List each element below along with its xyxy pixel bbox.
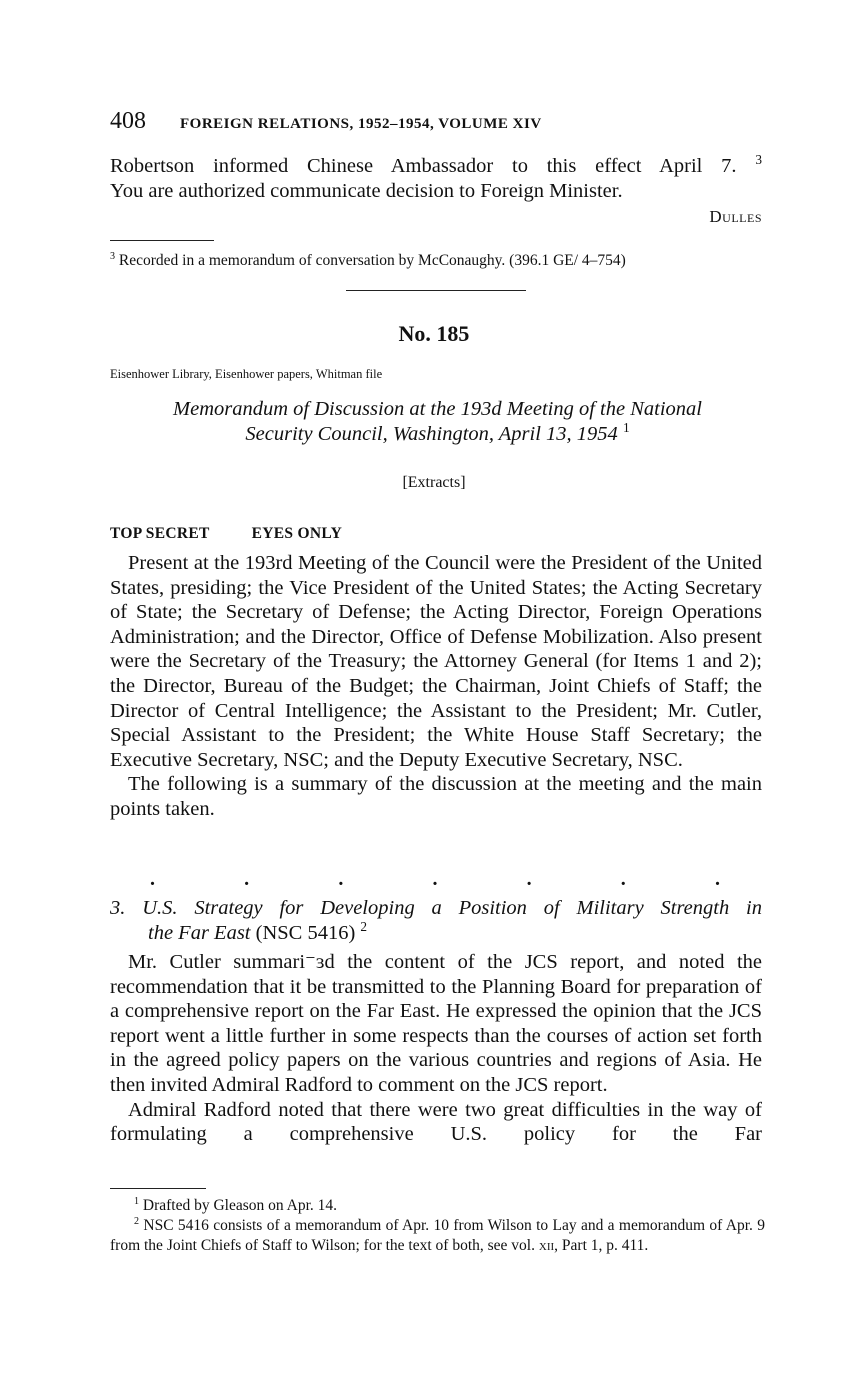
telegram-line-1: Robertson informed Chinese Ambassador to this effect April 7. [110,155,737,177]
section-heading [110,896,762,945]
classification-eyes-only: EYES ONLY [251,525,343,542]
document-separator-rule [346,290,526,291]
section-title-line-2: the Far East [148,921,251,944]
footnote-2-text-end: , Part 1, p. 411. [554,1237,649,1254]
page-number: 408 [110,108,146,134]
source-note: Eisenhower Library, Eisenhower papers, Whitman file [110,367,383,381]
footnote-1-marker: 1 [134,1195,140,1207]
footnote-2 [110,1216,765,1256]
extracts-label: [Extracts] [402,474,466,491]
ellipsis-row [150,868,720,891]
title-line-1: Memorandum of Discussion at the 193d Meeting of the National [173,398,702,420]
footnote-rule [110,240,214,241]
page-footnotes [110,1196,765,1256]
ellipsis-dot: . [432,868,438,890]
document-number: No. 185 [398,321,470,346]
telegram-closing-paragraph [110,154,762,203]
ellipsis-dot: . [338,868,344,890]
footnote-2-marker: 2 [134,1215,140,1227]
footnote-ref-1: 1 [622,419,630,435]
main-text-block [110,551,762,822]
ellipsis-dot: . [620,868,626,890]
ellipsis-dot: . [244,868,250,890]
section-title-nsc: (NSC 5416) [255,921,356,944]
present-paragraph: Present at the 193rd Meeting of the Council were the President of the United States, presiding; the Vice President of the United States; the Acting Secretary of State; the Secretary of Defense; the Acting Director, Foreign Operations Administration; and the Director, Office of Defense Mobilization. Also present were the Secretary of the Treasury; the Attorney General (for Items 1 and 2); the Director, Bureau of the Budget; the Chairman, Joint Chiefs of Staff; the Director of Central Intelligence; the Assistant to the President; Mr. Cutler, Special Assistant to the President; the White House Staff Secretary; the Executive Secretary, NSC; and the Deputy Executive Secretary, NSC. [110,552,762,771]
section-number: 3. [110,897,126,919]
footnote-ref-2: 2 [360,918,368,934]
footnote-1-text: Drafted by Gleason on Apr. 14. [142,1197,338,1214]
section-title-line-1: U.S. Strategy for Developing a Position of Military Strength in [142,897,762,919]
title-line-2: Security Council, Washington, April 13, 1954 [245,422,618,445]
footnote-3-marker: 3 [110,250,116,262]
telegram-line-2: You are authorized communicate decision to Foreign Minister. [110,179,623,202]
running-title: FOREIGN RELATIONS, 1952–1954, VOLUME XIV [180,116,542,132]
ellipsis-dot: . [150,868,155,890]
ellipsis-dot: . [714,868,720,890]
radford-paragraph: Admiral Radford noted that there were two great difficulties in the way of formulating a comprehensive U.S. policy for the Far [110,1098,762,1146]
signature-dulles: Dulles [709,207,762,226]
footnote-3 [110,251,770,271]
footnote-3-text: Recorded in a memorandum of conversation by McConaughy. (396.1 GE/ 4–754) [118,252,626,269]
discussion-text-block [110,950,762,1147]
page-header [110,108,760,135]
document-title [110,397,765,446]
ellipsis-dot: . [526,868,532,890]
footnote-ref-3: 3 [755,152,762,168]
footnote-2-text: NSC 5416 consists of a memorandum of Apr. 10 from Wilson to Lay and a memorandum of Apr. 9 from the Joint Chiefs of Staff to Wilson; for the text of both, see vol. [110,1217,765,1254]
classification-top-secret: TOP SECRET [110,525,210,542]
footnote-rule [110,1188,206,1189]
summary-paragraph: The following is a summary of the discussion at the meeting and the main points taken. [110,773,762,820]
footnote-1 [110,1196,765,1216]
cutler-paragraph: Mr. Cutler summari⁻ɜd the content of the JCS report, and noted the recommendation that it be transmitted to the Planning Board for preparation of a comprehensive report on the Far East. He expressed the opinion that the JCS report went a little further in some respects than the courses of action set forth in the agreed policy papers on the various countries and regions of Asia. He then invited Admiral Radford to comment on the JCS report. [110,951,762,1096]
footnote-2-volume: xii [538,1237,555,1254]
classification-line [110,525,342,543]
